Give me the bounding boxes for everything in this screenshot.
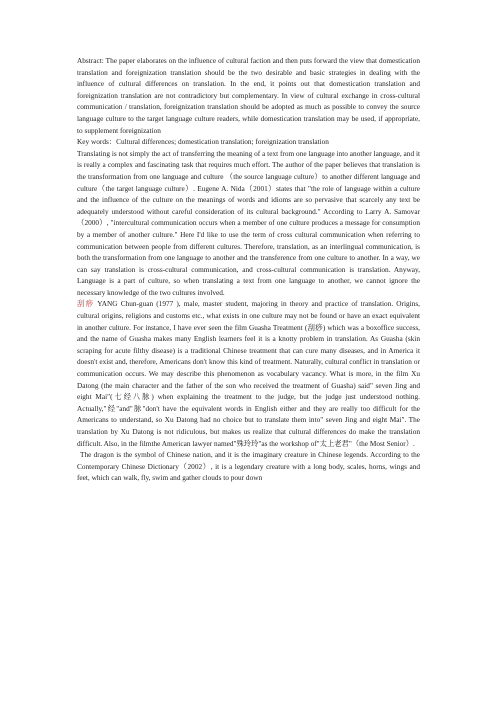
abstract-paragraph: Abstract: The paper elaborates on the influence of cultural faction and then puts forward the view that domestication translation and foreignization translation should be the two desirable and basic strategies in dealing with the influence of cultural differences on translation. In the end, it points out that domestication translation and foreignization translation are not contradictory but complementary. In view of cultural exchange in cross-cultural communication / translation, foreignization translation should be adopted as much as possible to convey the source language culture to the target language culture readers, while domestication translation may be used, if appropriate, to supplement foreignization: [77, 56, 420, 135]
body-paragraph-2-text: YANG Chun-guan (1977 ), male, master student, majoring in theory and practice of translation. Origins, cultural origins, religions and customs etc., what exists in one culture may not be found or have an exact equivalent in another culture. For instance, I have ever seen the film Guasha Treatment (刮痧) which was a boxoffice success, and the name of Guasha makes many English learners feel it is a knotty problem in translation. As Guasha (skin scraping for acute filthy disease) is a traditional Chinese treatment that can cure many diseases, and in America it doesn't exist and, therefore, Americans don't know this kind of treatment. Naturally, cultural conflict in translation or communication occurs. We may describe this phenomenon as vocabulary vacancy. What is more, in the film Xu Datong (the main character and the father of the son who received the treatment of Guasha) said" seven Jing and eight Mai"(七经八脉) when explaining the treatment to the judge, but the judge just understood nothing. Actually,"经"and"脉"don't have the equivalent words in English either and they are really too difficult for the Americans to understand, so Xu Datong had no choice but to translate them into" seven Jing and eight Mai". The translation by Xu Datong is not ridiculous, but makes us realize that cultural differences do make the translation difficult. Also, in the filmthe American lawyer named"殊玲玲"as the workshop of"太上老君"（the Most Senior）.: [77, 299, 420, 448]
body-paragraph-2: [77, 298, 420, 449]
body-paragraph-1: Translating is not simply the act of transferring the meaning of a text from one language into another language, and it is really a complex and fascinating task that requires much effort. The author of the paper believes that translation is the transformation from one language and culture （the source language culture）to another different language and culture（the target language culture）. Eugene A. Nida（2001）states that "the role of language within a culture and the influence of the culture on the meanings of words and idioms are so pervasive that scarcely any text be adequately understood without careful consideration of its cultural background." According to Larry A. Samovar（2000）, "intercultural communication occurs when a member of one culture produces a message for consumption by a member of another culture." Here I'd like to use the term of cross cultural communication when referring to communication between people from different cultures. Therefore, translation, as an interlingual communication, is both the transformation from one language to another and the transference from one culture to another. In a way, we can say translation is cross-cultural communication, and cross-cultural communication is translation. Anyway, Language is a part of culture, so when translating a text from one language to another, we cannot ignore the necessary knowledge of the two cultures involved.: [77, 148, 420, 297]
author-name: 刮痧: [77, 299, 95, 309]
keywords-line: Key words：Cultural differences; domestication translation; foreignization translation: [77, 137, 329, 147]
document-page: [77, 55, 420, 484]
body-paragraph-3: The dragon is the symbol of Chinese nation, and it is the imaginary creature in Chinese legends. According to the Contemporary Chinese Dictionary（2002）, it is a legendary creature with a long body, scales, horns, wings and feet, which can walk, fly, swim and gather clouds to pour down: [77, 450, 420, 483]
